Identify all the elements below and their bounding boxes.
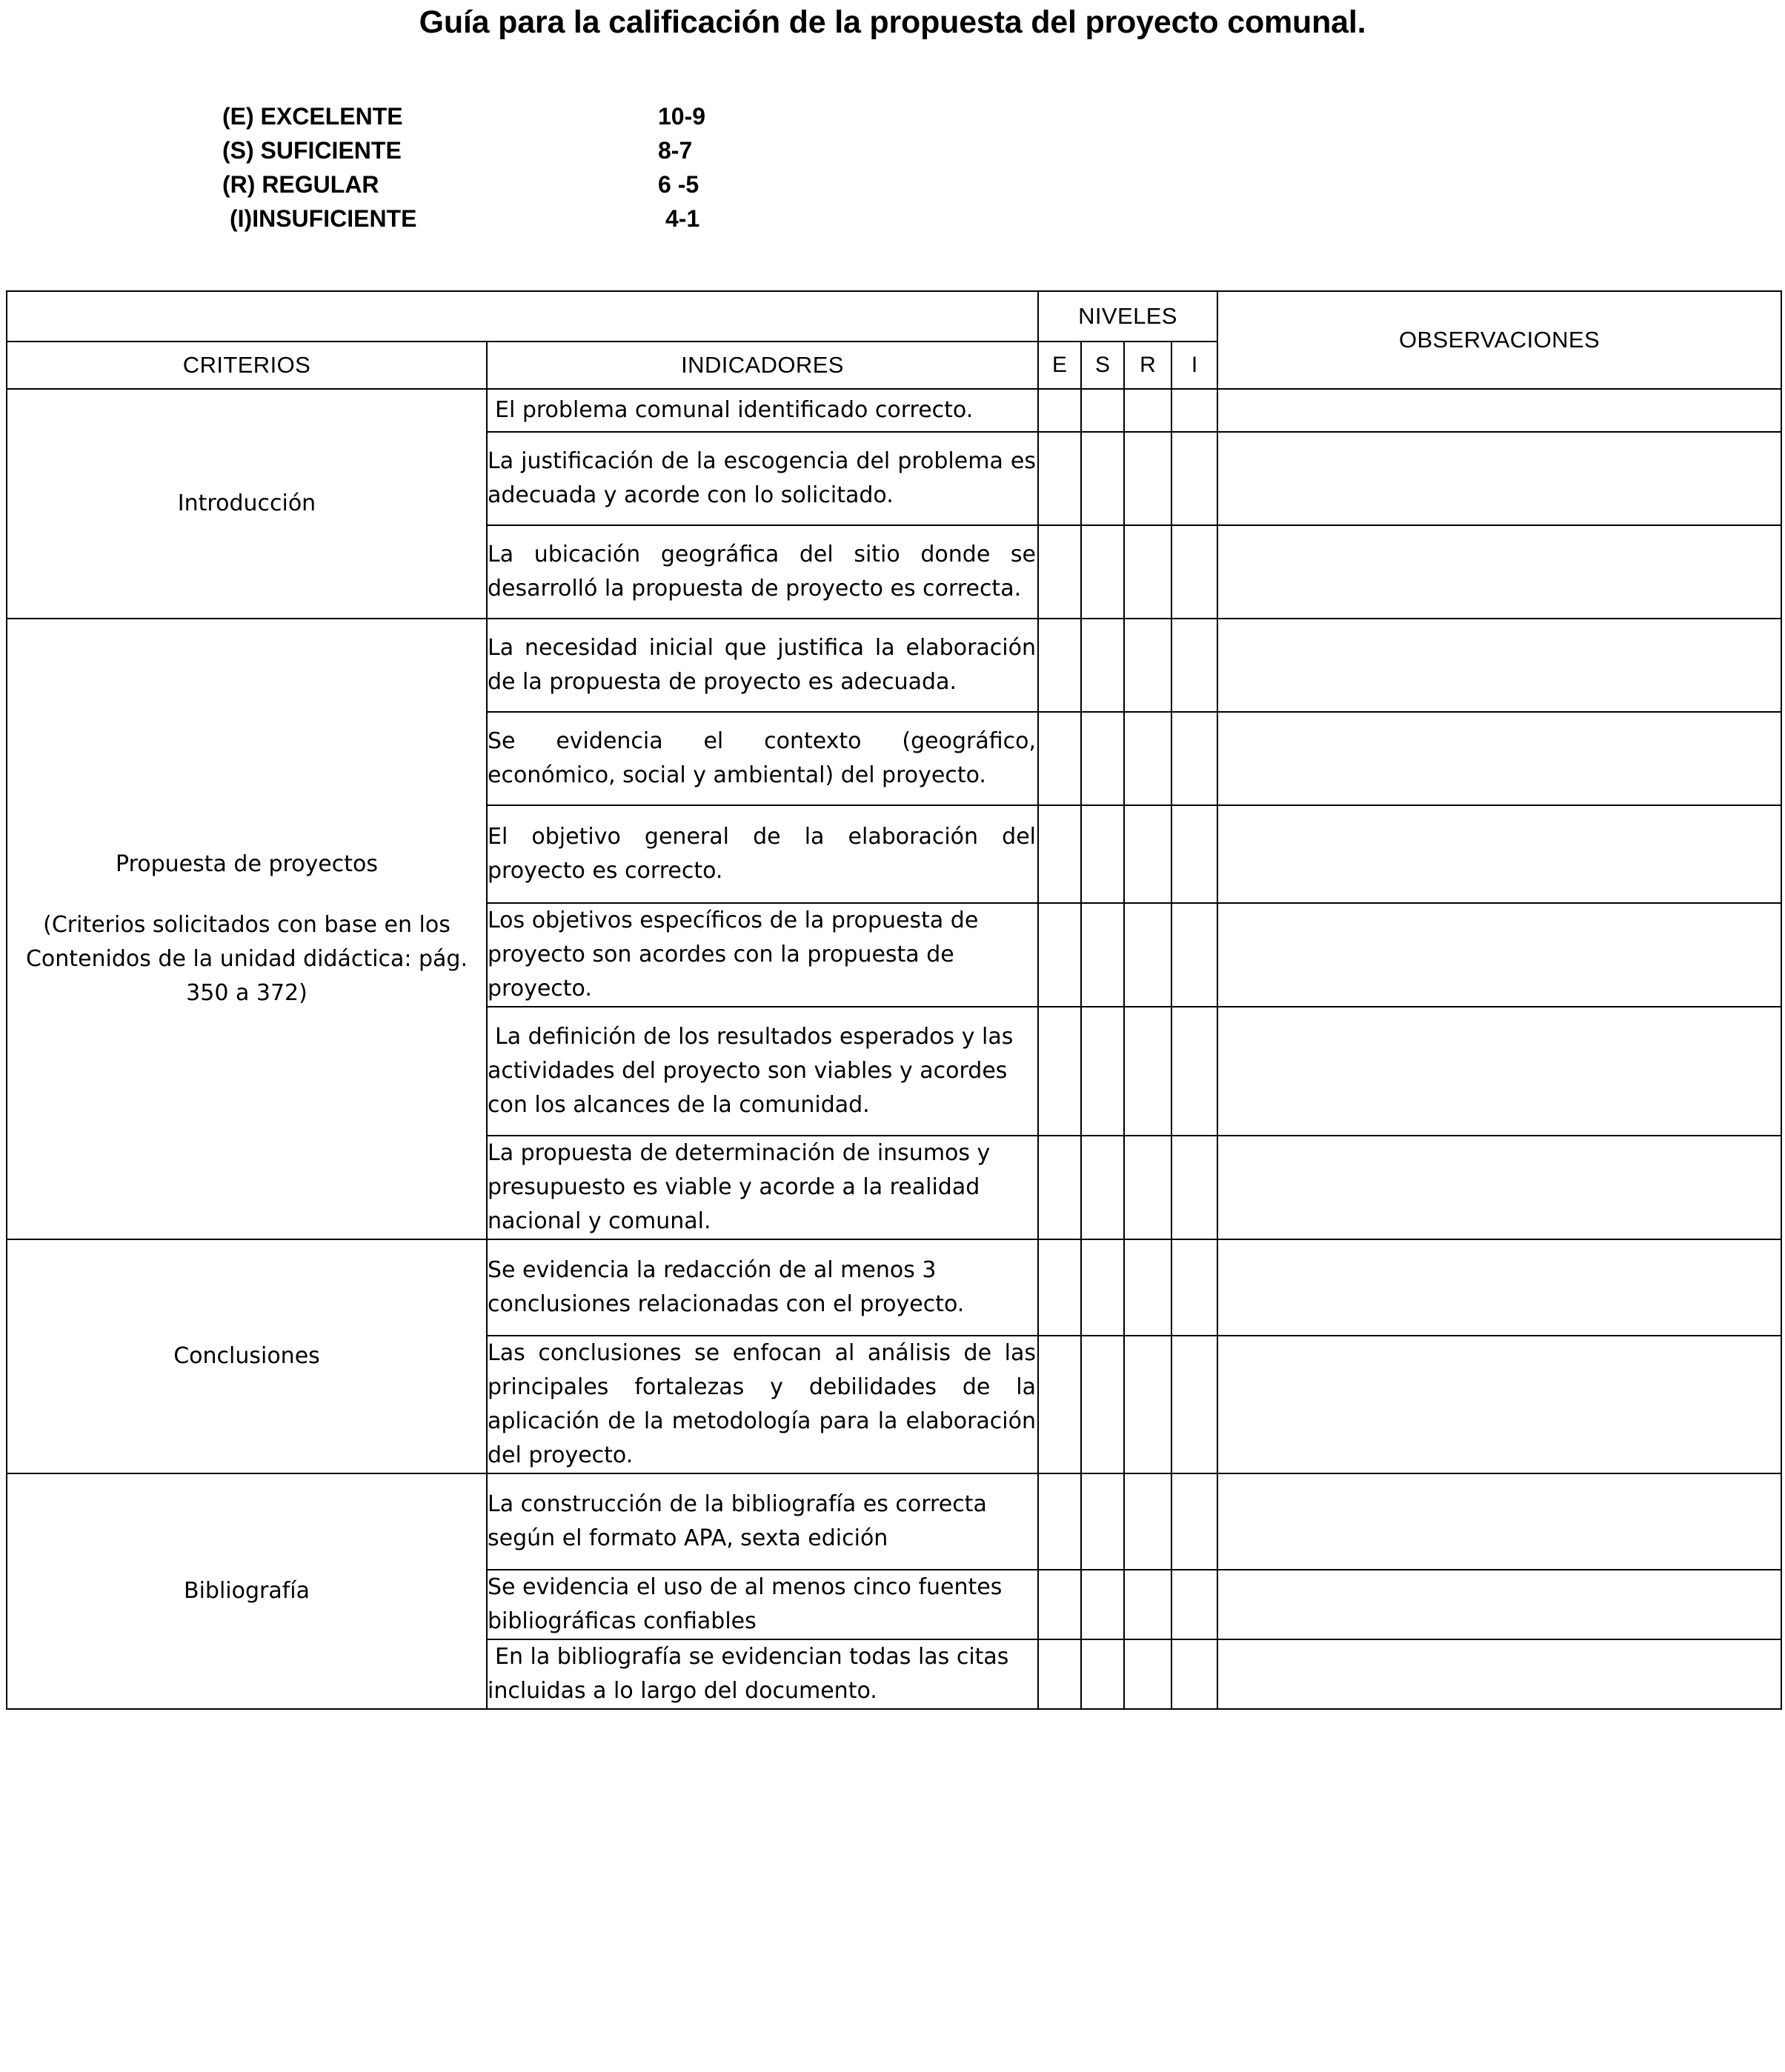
level-checkbox-s[interactable] xyxy=(1081,1239,1124,1336)
level-checkbox-i[interactable] xyxy=(1171,1473,1217,1570)
level-checkbox-i[interactable] xyxy=(1171,389,1217,432)
observations-cell[interactable] xyxy=(1217,712,1781,805)
header-level-s: S xyxy=(1081,342,1124,389)
level-checkbox-s[interactable] xyxy=(1081,1007,1124,1136)
header-level-i: I xyxy=(1171,342,1217,389)
level-checkbox-i[interactable] xyxy=(1171,903,1217,1007)
level-checkbox-r[interactable] xyxy=(1124,1239,1171,1336)
table-row xyxy=(7,1473,1781,1570)
level-checkbox-r[interactable] xyxy=(1124,903,1171,1007)
legend-label-regular: (R) REGULAR xyxy=(222,171,379,198)
level-checkbox-e[interactable] xyxy=(1038,805,1081,903)
legend-label-insuficiente: (I)INSUFICIENTE xyxy=(230,205,417,232)
header-observaciones: OBSERVACIONES xyxy=(1217,291,1781,389)
observations-cell[interactable] xyxy=(1217,1570,1781,1639)
level-checkbox-i[interactable] xyxy=(1171,525,1217,619)
level-checkbox-s[interactable] xyxy=(1081,1639,1124,1709)
level-checkbox-s[interactable] xyxy=(1081,1336,1124,1473)
level-checkbox-e[interactable] xyxy=(1038,1570,1081,1639)
level-checkbox-s[interactable] xyxy=(1081,1570,1124,1639)
level-checkbox-r[interactable] xyxy=(1124,1473,1171,1570)
level-checkbox-r[interactable] xyxy=(1124,1007,1171,1136)
observations-cell[interactable] xyxy=(1217,805,1781,903)
criterion-name: Propuesta de proyectos xyxy=(116,851,378,877)
legend-row-regular xyxy=(222,171,705,205)
legend-value-excelente: 10-9 xyxy=(658,103,706,130)
level-checkbox-e[interactable] xyxy=(1038,712,1081,805)
level-checkbox-e[interactable] xyxy=(1038,389,1081,432)
legend-value-regular: 6 -5 xyxy=(658,171,699,198)
level-checkbox-r[interactable] xyxy=(1124,1136,1171,1239)
level-checkbox-e[interactable] xyxy=(1038,1007,1081,1136)
indicator-cell: El problema comunal identificado correcto. xyxy=(487,389,1038,432)
criterion-note: (Criterios solicitados con base en los Contenidos de la unidad didáctica: pág. 350 a 372) xyxy=(25,912,468,1006)
level-checkbox-e[interactable] xyxy=(1038,903,1081,1007)
level-checkbox-s[interactable] xyxy=(1081,712,1124,805)
observations-cell[interactable] xyxy=(1217,1473,1781,1570)
level-checkbox-s[interactable] xyxy=(1081,389,1124,432)
legend-label-excelente: (E) EXCELENTE xyxy=(222,103,403,130)
level-checkbox-e[interactable] xyxy=(1038,432,1081,525)
indicator-cell: Las conclusiones se enfocan al análisis de las principales fortalezas y debilidades de la aplicación de la metodología para la elaboración del proyecto. xyxy=(487,1336,1038,1473)
indicator-cell: Se evidencia el contexto (geográfico, económico, social y ambiental) del proyecto. xyxy=(487,712,1038,805)
indicator-cell: La ubicación geográfica del sitio donde se desarrolló la propuesta de proyecto es correcta. xyxy=(487,525,1038,619)
header-niveles: NIVELES xyxy=(1038,291,1217,342)
observations-cell[interactable] xyxy=(1217,1136,1781,1239)
level-checkbox-i[interactable] xyxy=(1171,1639,1217,1709)
level-checkbox-r[interactable] xyxy=(1124,712,1171,805)
level-checkbox-e[interactable] xyxy=(1038,525,1081,619)
observations-cell[interactable] xyxy=(1217,619,1781,712)
level-checkbox-r[interactable] xyxy=(1124,432,1171,525)
level-checkbox-i[interactable] xyxy=(1171,805,1217,903)
observations-cell[interactable] xyxy=(1217,903,1781,1007)
indicator-cell: La justificación de la escogencia del problema es adecuada y acorde con lo solicitado. xyxy=(487,432,1038,525)
level-checkbox-e[interactable] xyxy=(1038,1473,1081,1570)
legend-row-suficiente xyxy=(222,137,705,171)
observations-cell[interactable] xyxy=(1217,389,1781,432)
level-checkbox-e[interactable] xyxy=(1038,1239,1081,1336)
level-checkbox-r[interactable] xyxy=(1124,1336,1171,1473)
table-header-band xyxy=(7,291,1781,342)
level-checkbox-i[interactable] xyxy=(1171,619,1217,712)
level-checkbox-e[interactable] xyxy=(1038,619,1081,712)
legend-row-insuficiente xyxy=(222,205,705,239)
header-blank-cell xyxy=(7,291,1038,342)
criterion-name: Conclusiones xyxy=(173,1343,320,1369)
level-checkbox-i[interactable] xyxy=(1171,1570,1217,1639)
level-checkbox-s[interactable] xyxy=(1081,903,1124,1007)
level-checkbox-e[interactable] xyxy=(1038,1336,1081,1473)
indicator-cell: Se evidencia la redacción de al menos 3 conclusiones relacionadas con el proyecto. xyxy=(487,1239,1038,1336)
level-checkbox-r[interactable] xyxy=(1124,1570,1171,1639)
level-checkbox-e[interactable] xyxy=(1038,1639,1081,1709)
indicator-cell: La propuesta de determinación de insumos y presupuesto es viable y acorde a la realidad nacional y comunal. xyxy=(487,1136,1038,1239)
level-checkbox-r[interactable] xyxy=(1124,525,1171,619)
level-checkbox-r[interactable] xyxy=(1124,619,1171,712)
criterion-name: Bibliografía xyxy=(183,1578,310,1604)
indicator-cell: Los objetivos específicos de la propuesta de proyecto son acordes con la propuesta de proyecto. xyxy=(487,903,1038,1007)
level-checkbox-i[interactable] xyxy=(1171,1136,1217,1239)
criterion-conclusiones xyxy=(7,1239,487,1473)
observations-cell[interactable] xyxy=(1217,1239,1781,1336)
indicator-cell: En la bibliografía se evidencian todas las citas incluidas a lo largo del documento. xyxy=(487,1639,1038,1709)
criterion-bibliografia xyxy=(7,1473,487,1709)
header-indicadores: INDICADORES xyxy=(487,342,1038,389)
legend-row-excelente xyxy=(222,103,705,137)
level-checkbox-i[interactable] xyxy=(1171,1239,1217,1336)
level-checkbox-i[interactable] xyxy=(1171,1336,1217,1473)
header-level-e: E xyxy=(1038,342,1081,389)
observations-cell[interactable] xyxy=(1217,525,1781,619)
level-checkbox-s[interactable] xyxy=(1081,432,1124,525)
indicator-cell: Se evidencia el uso de al menos cinco fuentes bibliográficas confiables xyxy=(487,1570,1038,1639)
header-level-r: R xyxy=(1124,342,1171,389)
level-checkbox-r[interactable] xyxy=(1124,389,1171,432)
indicator-cell: La definición de los resultados esperados y las actividades del proyecto son viables y acordes con los alcances de la comunidad. xyxy=(487,1007,1038,1136)
observations-cell[interactable] xyxy=(1217,1007,1781,1136)
rubric-table xyxy=(6,290,1782,1710)
criterion-introduccion xyxy=(7,389,487,619)
level-checkbox-r[interactable] xyxy=(1124,1639,1171,1709)
level-checkbox-i[interactable] xyxy=(1171,1007,1217,1136)
table-row xyxy=(7,619,1781,712)
level-checkbox-s[interactable] xyxy=(1081,1136,1124,1239)
level-checkbox-i[interactable] xyxy=(1171,712,1217,805)
page-title: Guía para la calificación de la propuesta del proyecto comunal. xyxy=(419,4,1366,40)
indicator-cell: La construcción de la bibliografía es correcta según el formato APA, sexta edición xyxy=(487,1473,1038,1570)
observations-cell[interactable] xyxy=(1217,1336,1781,1473)
observations-cell[interactable] xyxy=(1217,432,1781,525)
table-row xyxy=(7,1239,1781,1336)
level-checkbox-s[interactable] xyxy=(1081,619,1124,712)
legend-label-suficiente: (S) SUFICIENTE xyxy=(222,137,402,164)
indicator-cell: La necesidad inicial que justifica la elaboración de la propuesta de proyecto es adecuada. xyxy=(487,619,1038,712)
level-checkbox-e[interactable] xyxy=(1038,1136,1081,1239)
level-checkbox-s[interactable] xyxy=(1081,525,1124,619)
legend-value-suficiente: 8-7 xyxy=(658,137,693,164)
observations-cell[interactable] xyxy=(1217,1639,1781,1709)
level-checkbox-r[interactable] xyxy=(1124,805,1171,903)
criterion-propuesta-de-proyectos xyxy=(7,619,487,1239)
legend-value-insuficiente: 4-1 xyxy=(665,205,700,232)
indicator-cell: El objetivo general de la elaboración del proyecto es correcto. xyxy=(487,805,1038,903)
table-row xyxy=(7,389,1781,432)
level-checkbox-s[interactable] xyxy=(1081,805,1124,903)
level-checkbox-s[interactable] xyxy=(1081,1473,1124,1570)
grading-scale-legend xyxy=(222,103,705,239)
level-checkbox-i[interactable] xyxy=(1171,432,1217,525)
header-criterios: CRITERIOS xyxy=(7,342,487,389)
criterion-name: Introducción xyxy=(177,490,316,516)
